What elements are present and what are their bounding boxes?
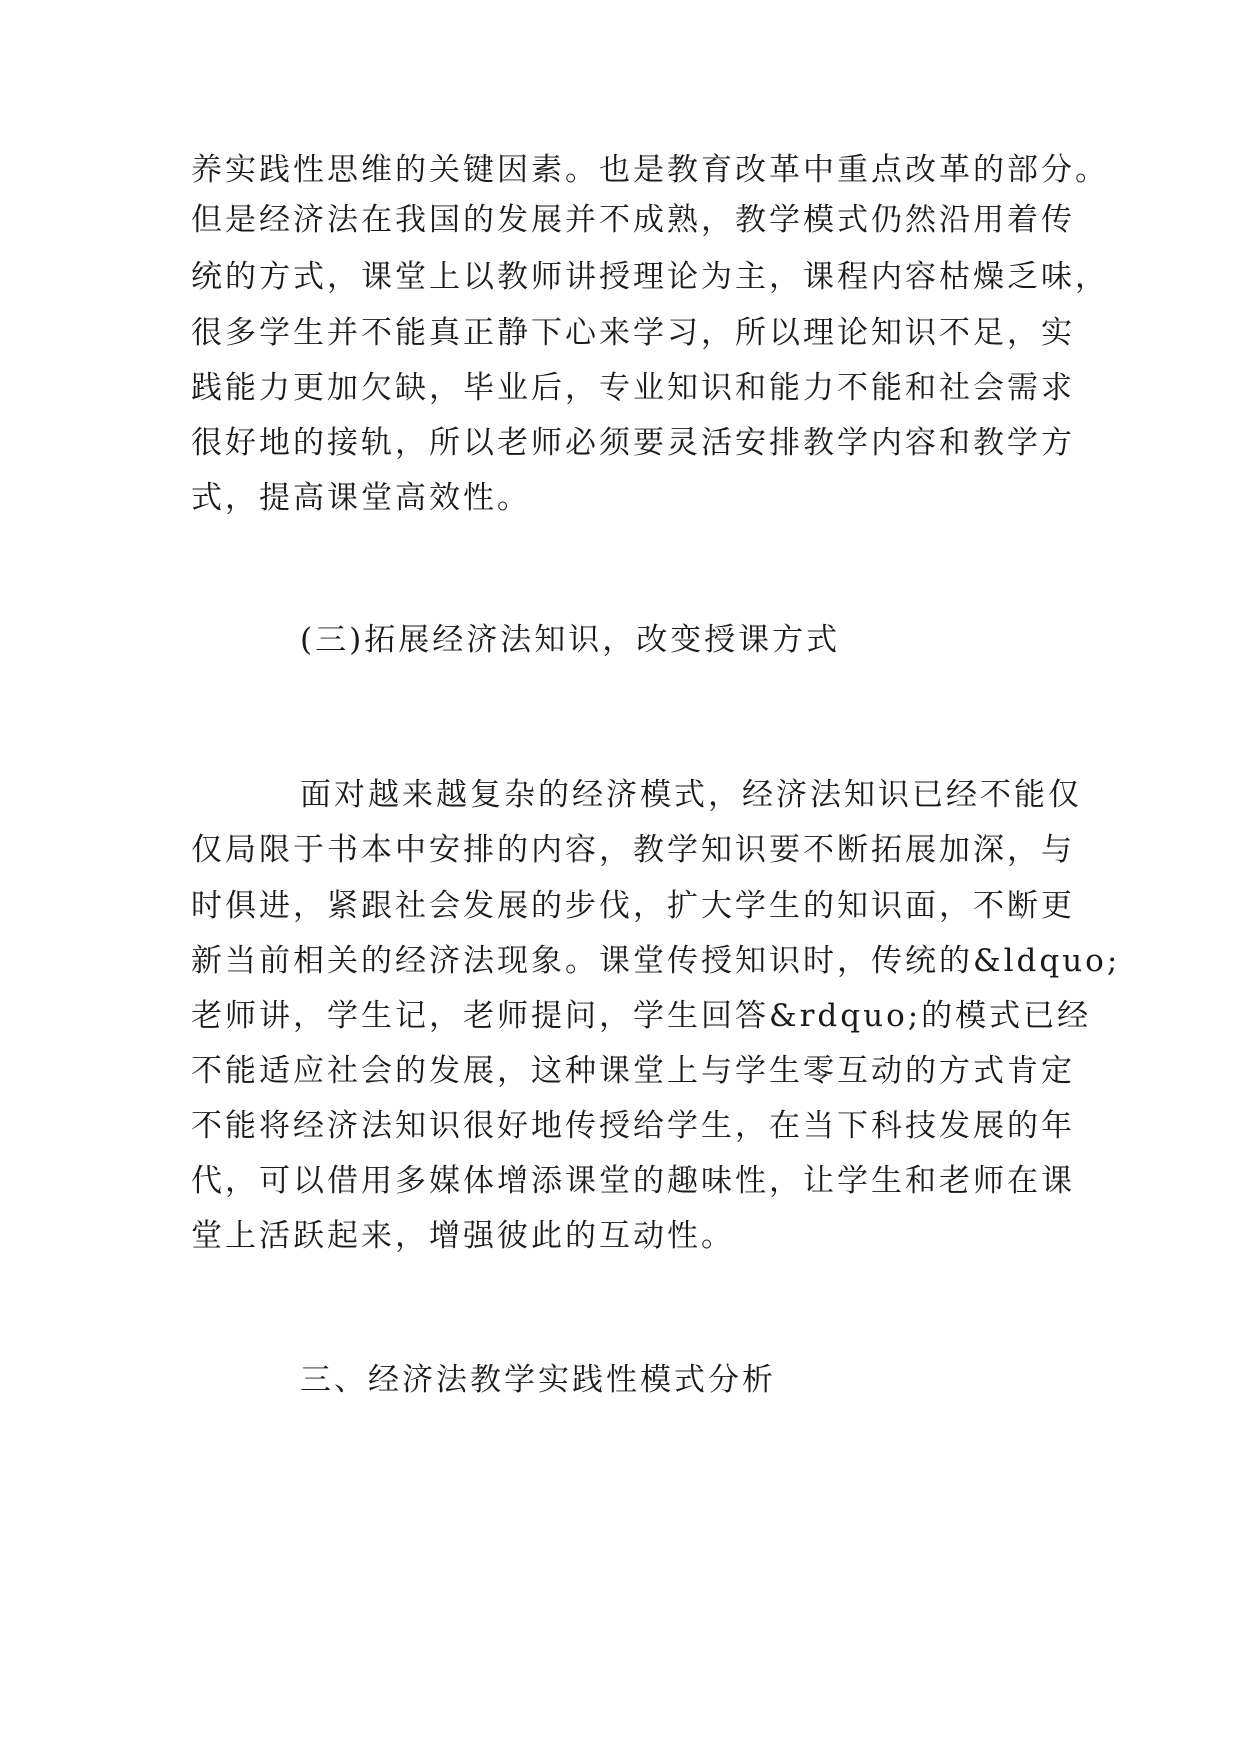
paragraph-1-line-5: 践能力更加欠缺，毕业后，专业知识和能力不能和社会需求 (191, 370, 1075, 406)
section-heading: 三、经济法教学实践性模式分析 (300, 1362, 776, 1398)
paragraph-1-line-6: 很好地的接轨，所以老师必须要灵活安排教学内容和教学方 (191, 425, 1075, 461)
paragraph-2-line-5: 老师讲，学生记，老师提问，学生回答&rdquo;的模式已经 (191, 998, 1092, 1034)
paragraph-2-line-3: 时俱进，紧跟社会发展的步伐，扩大学生的知识面，不断更 (191, 888, 1075, 924)
paragraph-2-line-9: 堂上活跃起来，增强彼此的互动性。 (191, 1218, 735, 1254)
paragraph-1-line-4: 很多学生并不能真正静下心来学习，所以理论知识不足，实 (191, 315, 1075, 351)
paragraph-1-line-3: 统的方式，课堂上以教师讲授理论为主，课程内容枯燥乏味， (191, 259, 1109, 295)
paragraph-2-line-4: 新当前相关的经济法现象。课堂传授知识时，传统的&ldquo; (191, 943, 1121, 979)
paragraph-2-line-6: 不能适应社会的发展，这种课堂上与学生零互动的方式肯定 (191, 1053, 1075, 1089)
paragraph-1-line-2: 但是经济法在我国的发展并不成熟，教学模式仍然沿用着传 (191, 202, 1075, 238)
paragraph-1-line-7: 式，提高课堂高效性。 (191, 480, 531, 516)
paragraph-2-line-1: 面对越来越复杂的经济模式，经济法知识已经不能仅 (300, 777, 1082, 813)
paragraph-2-line-8: 代，可以借用多媒体增添课堂的趣味性，让学生和老师在课 (191, 1163, 1075, 1199)
paragraph-2-line-7: 不能将经济法知识很好地传授给学生，在当下科技发展的年 (191, 1108, 1075, 1144)
subsection-heading: (三)拓展经济法知识，改变授课方式 (300, 622, 841, 658)
paragraph-1-line-1: 养实践性思维的关键因素。也是教育改革中重点改革的部分。 (191, 152, 1109, 188)
paragraph-2-line-2: 仅局限于书本中安排的内容，教学知识要不断拓展加深，与 (191, 832, 1075, 868)
